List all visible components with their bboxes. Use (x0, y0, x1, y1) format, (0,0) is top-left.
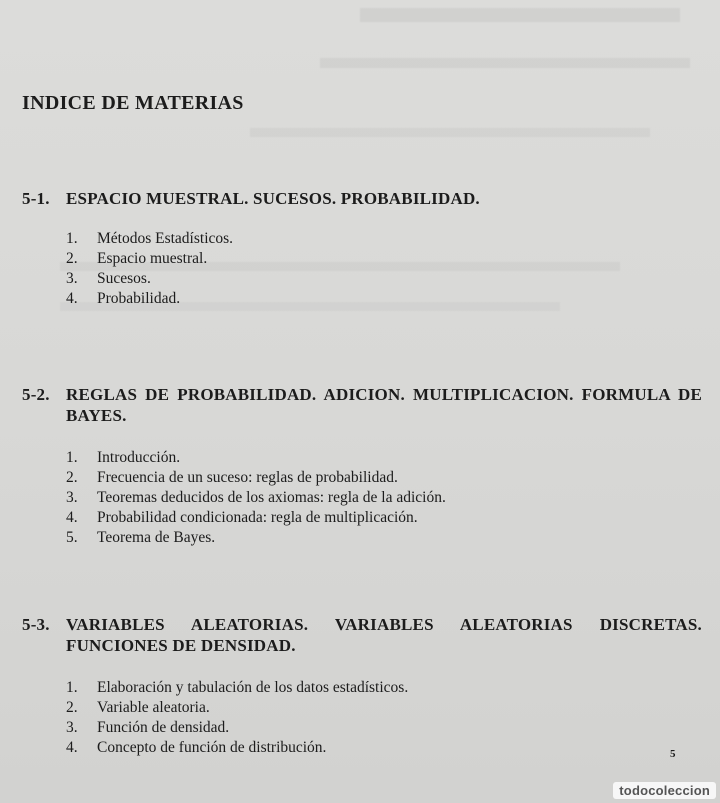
section-title: REGLAS DE PROBABILIDAD. ADICION. MULTIPLICACION. FORMULA DE BAYES. (66, 385, 702, 425)
section-title: ESPACIO MUESTRAL. SUCESOS. PROBABILIDAD. (66, 189, 480, 208)
list-item: 5. Teorema de Bayes. (66, 529, 216, 546)
section-items (66, 448, 702, 548)
section-items (66, 678, 702, 758)
list-item: 4. Probabilidad. (66, 290, 181, 307)
section-5-2 (22, 384, 702, 548)
bleed-through-shadow (250, 128, 650, 137)
section-heading (22, 188, 702, 209)
page-title: INDICE DE MATERIAS (22, 92, 244, 114)
section-number: 5-3. (22, 615, 50, 634)
section-heading (22, 384, 702, 426)
list-item: 1. Elaboración y tabulación de los datos estadísticos. (66, 679, 409, 696)
bleed-through-shadow (320, 58, 690, 68)
list-item: 3. Función de densidad. (66, 719, 230, 736)
list-item: 2. Espacio muestral. (66, 250, 208, 267)
section-number: 5-2. (22, 385, 50, 404)
list-item: 1. Introducción. (66, 449, 181, 466)
list-item: 3. Sucesos. (66, 270, 151, 287)
section-5-3 (22, 614, 702, 758)
page-number: 5 (670, 748, 676, 760)
section-heading (22, 614, 702, 656)
watermark-logo: todocoleccion (613, 782, 716, 799)
list-item: 2. Variable aleatoria. (66, 699, 210, 716)
section-items (66, 229, 702, 309)
section-number: 5-1. (22, 189, 50, 208)
list-item: 4. Probabilidad condicionada: regla de multiplicación. (66, 509, 418, 526)
list-item: 4. Concepto de función de distribución. (66, 739, 327, 756)
list-item: 1. Métodos Estadísticos. (66, 230, 234, 247)
list-item: 3. Teoremas deducidos de los axiomas: regla de la adición. (66, 489, 446, 506)
section-5-1 (22, 188, 702, 309)
list-item: 2. Frecuencia de un suceso: reglas de probabilidad. (66, 469, 398, 486)
section-title: VARIABLES ALEATORIAS. VARIABLES ALEATORIAS DISCRETAS. FUNCIONES DE DENSIDAD. (66, 615, 702, 655)
bleed-through-shadow (360, 8, 680, 22)
